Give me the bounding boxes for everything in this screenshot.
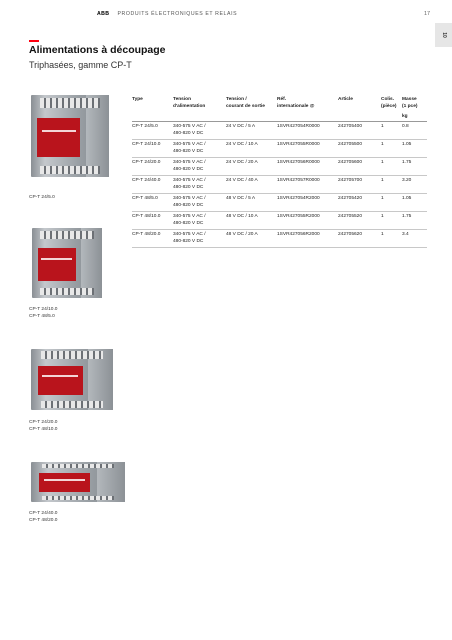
header-mass — [402, 96, 427, 112]
cell-output: 48 V DC / 5 A — [226, 196, 256, 201]
cell-input — [173, 212, 226, 230]
cell-packaging: 1 — [381, 142, 384, 147]
brand-logo: ABB — [97, 11, 110, 17]
cell-line: 340-575 V AC / — [173, 232, 206, 237]
header-packaging — [381, 96, 402, 112]
header-line: (1 pce) — [402, 104, 418, 109]
running-header — [97, 11, 237, 17]
page-number: 17 — [424, 11, 431, 17]
cell-article: 242705620 — [338, 232, 363, 237]
cell-article: 242705520 — [338, 214, 363, 219]
product-table — [132, 96, 427, 248]
cell-mass: 1.05 — [402, 196, 412, 201]
cell-packaging: 1 — [381, 214, 384, 219]
cell-input — [173, 158, 226, 176]
cell-mass: 1.75 — [402, 160, 412, 165]
cell-output: 48 V DC / 20 A — [226, 232, 258, 237]
cell-line: 340-575 V AC / — [173, 142, 206, 147]
cell-reference: 1SVR427055R2000 — [277, 214, 320, 219]
table-row — [132, 122, 427, 140]
cell-article: 242705400 — [338, 124, 363, 129]
cell-type: CP-T 24/5.0 — [132, 124, 158, 129]
cell-reference: 1SVR427057R0000 — [277, 178, 320, 183]
cell-line: 340-575 V AC / — [173, 124, 206, 129]
table-row — [132, 212, 427, 230]
table-row — [132, 230, 427, 248]
caption-group-1 — [29, 194, 55, 201]
mass-unit: kg — [402, 112, 427, 122]
cell-mass: 0.8 — [402, 124, 409, 129]
cell-type: CP-T 48/5.0 — [132, 196, 158, 201]
product-image-cpt-24-40 — [31, 462, 125, 502]
cell-type: CP-T 48/20.0 — [132, 232, 161, 237]
table-row — [132, 194, 427, 212]
page-title: Alimentations à découpage — [29, 44, 166, 56]
cell-packaging: 1 — [381, 124, 384, 129]
caption-group-2 — [29, 306, 57, 320]
header-line: Tension — [173, 97, 192, 102]
caption-group-4 — [29, 510, 57, 524]
page-subtitle: Triphasées, gamme CP-T — [29, 60, 132, 70]
cell-output: 24 V DC / 40 A — [226, 178, 258, 183]
cell-line: 480-820 V DC — [173, 131, 204, 136]
cell-line: 340-575 V AC / — [173, 214, 206, 219]
cell-line: 480-820 V DC — [173, 239, 204, 244]
cell-reference: 1SVR427056R2000 — [277, 232, 320, 237]
cell-article: 242705600 — [338, 160, 363, 165]
header-line: internationale @ — [277, 104, 315, 109]
cell-mass: 3.4 — [402, 232, 409, 237]
header-input-voltage — [173, 96, 226, 112]
cell-output: 24 V DC / 10 A — [226, 142, 258, 147]
product-image-cpt-24-20 — [31, 349, 113, 410]
cell-line: 480-820 V DC — [173, 221, 204, 226]
header-line: courant de sortie — [226, 104, 265, 109]
header-reference — [277, 96, 338, 112]
cell-input — [173, 176, 226, 194]
header-type: Type — [132, 97, 143, 102]
header-line: (pièce) — [381, 104, 397, 109]
product-image-cpt-24-10 — [32, 228, 102, 298]
header-line: Réf. — [277, 97, 287, 102]
cell-line: 480-820 V DC — [173, 149, 204, 154]
caption-line: CP-T 24/40.0 — [29, 511, 58, 516]
cell-mass: 1.05 — [402, 142, 412, 147]
header-line: Colis. — [381, 97, 395, 102]
caption-group-3 — [29, 419, 57, 433]
cell-type: CP-T 48/10.0 — [132, 214, 161, 219]
cell-reference: 1SVR427055R0000 — [277, 142, 320, 147]
caption-line: CP-T 24/5.0 — [29, 195, 55, 200]
table-units-row — [132, 112, 427, 122]
cell-type: CP-T 24/40.0 — [132, 178, 161, 183]
caption-line: CP-T 48/5.0 — [29, 314, 55, 319]
chapter-tab-label: 10 — [440, 32, 447, 38]
chapter-tab — [435, 23, 452, 47]
cell-mass: 3.20 — [402, 178, 412, 183]
cell-output: 48 V DC / 10 A — [226, 214, 258, 219]
header-line: Masse — [402, 97, 417, 102]
cell-article: 242705500 — [338, 142, 363, 147]
header-line: Tension / — [226, 97, 247, 102]
cell-line: 340-575 V AC / — [173, 178, 206, 183]
cell-output: 24 V DC / 20 A — [226, 160, 258, 165]
cell-type: CP-T 24/10.0 — [132, 142, 161, 147]
cell-input — [173, 194, 226, 212]
caption-line: CP-T 48/20.0 — [29, 518, 58, 523]
section-title: PRODUITS ÉLECTRONIQUES ET RELAIS — [117, 11, 238, 17]
cell-packaging: 1 — [381, 178, 384, 183]
cell-line: 480-820 V DC — [173, 203, 204, 208]
cell-reference: 1SVR427056R0000 — [277, 160, 320, 165]
header-article: Article — [338, 97, 353, 102]
accent-dash — [29, 40, 39, 42]
cell-line: 340-575 V AC / — [173, 196, 206, 201]
cell-reference: 1SVR427054R2000 — [277, 196, 320, 201]
table-row — [132, 140, 427, 158]
cell-packaging: 1 — [381, 196, 384, 201]
cell-output: 24 V DC / 5 A — [226, 124, 256, 129]
table-row — [132, 158, 427, 176]
cell-article: 242705420 — [338, 196, 363, 201]
product-image-cpt-24-5 — [31, 95, 109, 177]
cell-packaging: 1 — [381, 160, 384, 165]
cell-reference: 1SVR427054R0000 — [277, 124, 320, 129]
cell-line: 480-820 V DC — [173, 185, 204, 190]
caption-line: CP-T 24/10.0 — [29, 307, 58, 312]
cell-line: 480-820 V DC — [173, 167, 204, 172]
cell-line: 340-575 V AC / — [173, 160, 206, 165]
cell-type: CP-T 24/20.0 — [132, 160, 161, 165]
header-output — [226, 96, 277, 112]
cell-input — [173, 230, 226, 248]
table-header-row — [132, 96, 427, 112]
cell-input — [173, 122, 226, 140]
cell-mass: 1.75 — [402, 214, 412, 219]
cell-article: 242705700 — [338, 178, 363, 183]
header-line: d'alimentation — [173, 104, 206, 109]
caption-line: CP-T 48/10.0 — [29, 427, 58, 432]
cell-input — [173, 140, 226, 158]
caption-line: CP-T 24/20.0 — [29, 420, 58, 425]
cell-packaging: 1 — [381, 232, 384, 237]
table-row — [132, 176, 427, 194]
